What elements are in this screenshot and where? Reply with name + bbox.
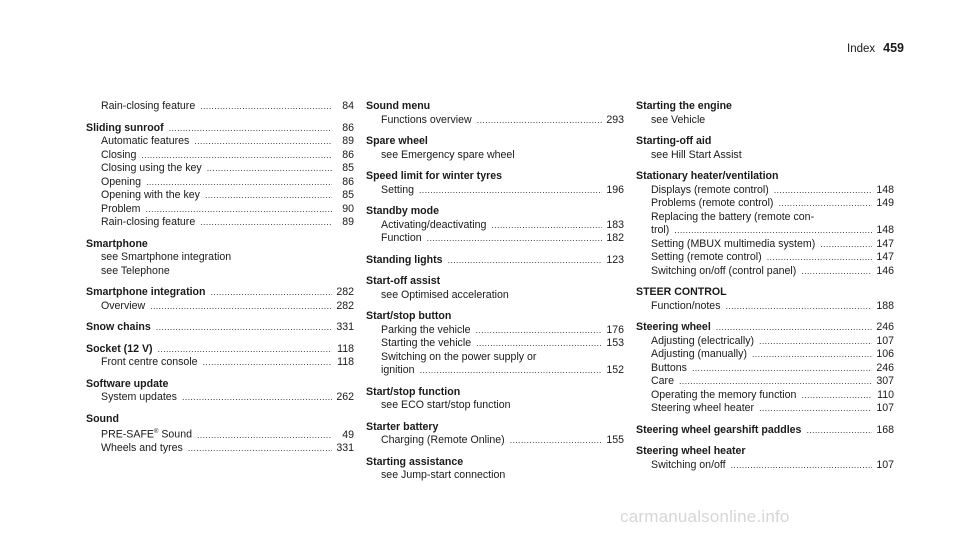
sub-entry-text: Switching on the power supply or (381, 350, 537, 363)
dot-leader (182, 391, 332, 405)
page-ref: 188 (876, 299, 894, 312)
page-ref: 118 (337, 356, 354, 368)
page-ref: 176 (606, 323, 624, 336)
sub-entry-text: see Emergency spare wheel (381, 148, 515, 161)
sub-entry (86, 100, 354, 114)
page-ref: 196 (606, 183, 624, 196)
page-ref: 246 (876, 361, 894, 374)
page-ref: 262 (336, 391, 354, 403)
dot-leader (752, 348, 872, 362)
sub-entry-text: Functions overview (381, 113, 472, 126)
sub-entry-text: Opening with the key (101, 189, 200, 201)
page-ref: 282 (336, 286, 354, 298)
sub-entry-text: Switching on/off (control panel) (651, 264, 797, 277)
dot-leader (197, 429, 332, 443)
sub-entry (636, 389, 894, 403)
entry-heading-text: Snow chains (86, 321, 151, 333)
sub-entry (636, 211, 894, 225)
entry-heading-text: Start/stop button (366, 310, 452, 322)
index-entry (86, 413, 354, 456)
sub-entry-text: Problems (remote control) (651, 197, 774, 209)
index-entry (366, 170, 624, 197)
dot-leader (141, 149, 332, 163)
dot-leader (150, 300, 332, 314)
watermark: carmanualsonline.info (620, 507, 790, 526)
sub-entry (636, 459, 894, 473)
entry-heading (366, 386, 624, 400)
sub-entry (636, 149, 894, 163)
entry-heading-text: Sound (86, 412, 119, 425)
sub-entry-text: Switching on/off (651, 458, 726, 471)
page-ref: 89 (342, 135, 354, 147)
entry-heading-text: Socket (12 V) (86, 342, 153, 355)
dot-leader (491, 219, 602, 233)
dot-leader (726, 300, 873, 314)
index-entry (366, 310, 624, 378)
entry-heading (366, 100, 624, 114)
entry-heading-text: Standby mode (366, 205, 439, 217)
page-ref: 146 (876, 264, 894, 277)
page-ref: 148 (876, 183, 894, 196)
sub-entry (86, 135, 354, 149)
entry-heading-text: STEER CONTROL (636, 286, 727, 298)
dot-leader (145, 203, 332, 217)
index-entry (86, 100, 354, 114)
entry-heading (366, 456, 624, 470)
index-entry (366, 100, 624, 127)
sub-entry-text: Parking the vehicle (381, 323, 471, 336)
sub-entry-text: ignition (381, 364, 415, 376)
entry-heading-text: Spare wheel (366, 135, 428, 147)
page-ref: 110 (877, 388, 894, 401)
sub-entry-text: Overview (101, 299, 146, 312)
entry-heading-text: Smartphone (86, 237, 148, 250)
index-entry (86, 286, 354, 313)
index-entry (366, 275, 624, 302)
entry-heading (86, 321, 354, 335)
page-ref: 147 (876, 237, 894, 250)
dot-leader (448, 254, 602, 268)
page-ref: 49 (342, 428, 354, 441)
entry-heading (366, 135, 624, 149)
page-ref: 246 (876, 321, 894, 333)
sub-entry (366, 114, 624, 128)
dot-leader (158, 343, 332, 357)
index-entry (86, 238, 354, 279)
dot-leader (200, 216, 332, 230)
entry-heading (636, 424, 894, 438)
index-entry (366, 386, 624, 413)
page-header (847, 41, 904, 55)
page-ref: 182 (606, 232, 624, 244)
sub-entry-text: see Hill Start Assist (651, 148, 742, 161)
dot-leader (477, 114, 602, 128)
sub-entry-text: System updates (101, 391, 177, 403)
sub-entry (366, 399, 624, 413)
index-entry (636, 170, 894, 278)
sub-entry (636, 300, 894, 314)
sub-entry-text: see Jump-start connection (381, 469, 506, 481)
index-entry (636, 100, 894, 127)
sub-entry (366, 351, 624, 365)
index-entry (636, 445, 894, 472)
page-ref: 107 (876, 458, 894, 471)
entry-heading (86, 286, 354, 300)
sub-entry (366, 364, 624, 378)
sub-entry-text: Function/notes (651, 299, 721, 312)
sub-entry-text: Setting (remote control) (651, 251, 762, 263)
dot-leader (774, 184, 872, 198)
dot-leader (205, 189, 332, 203)
entry-heading-text: Smartphone integration (86, 286, 206, 298)
sub-entry-text: PRE-SAFE® Sound (101, 428, 192, 441)
entry-heading (86, 238, 354, 252)
sub-entry-text: Care (651, 375, 674, 387)
index-entry (366, 456, 624, 483)
page-ref: 148 (876, 224, 894, 236)
index-entry (366, 135, 624, 162)
entry-heading (86, 378, 354, 392)
dot-leader (801, 265, 872, 279)
entry-heading-text: Start-off assist (366, 275, 441, 287)
page-ref: 149 (876, 197, 894, 209)
sub-entry-text: Opening (101, 175, 142, 188)
index-entry (366, 205, 624, 246)
sub-entry-text: Buttons (651, 361, 687, 374)
page-ref: 331 (336, 321, 354, 333)
sub-entry-text: Setting (MBUX multimedia system) (651, 237, 816, 250)
sub-entry (86, 426, 354, 442)
page-ref: 307 (876, 375, 894, 387)
sub-entry (636, 265, 894, 279)
page-ref: 90 (342, 202, 354, 215)
index-column-3 (636, 100, 894, 472)
page-ref: 85 (342, 162, 354, 174)
sub-entry (366, 232, 624, 246)
dot-leader (420, 364, 602, 378)
dot-leader (207, 162, 332, 176)
dot-leader (169, 122, 332, 136)
dot-leader (778, 197, 872, 211)
dot-leader (806, 424, 872, 438)
index-entry (86, 343, 354, 370)
sub-entry (86, 442, 354, 456)
entry-heading (636, 321, 894, 335)
sub-entry (366, 219, 624, 233)
sub-entry (366, 149, 624, 163)
page-ref: 331 (336, 442, 354, 455)
dot-leader (156, 321, 332, 335)
dot-leader (510, 434, 602, 448)
page-ref: 147 (876, 251, 894, 263)
page-ref: 152 (606, 364, 624, 376)
dot-leader (820, 238, 872, 252)
sub-entry-text: Problem (101, 202, 141, 215)
entry-heading-text: Starter battery (366, 420, 439, 433)
sub-entry-text: Adjusting (manually) (651, 348, 747, 360)
sub-entry (86, 300, 354, 314)
sub-entry (636, 348, 894, 362)
sub-entry (86, 203, 354, 217)
sub-entry-text: Setting (381, 183, 414, 196)
index-entry (86, 321, 354, 335)
entry-heading (366, 421, 624, 435)
entry-heading (636, 135, 894, 149)
sub-entry-text: see Optimised acceleration (381, 288, 509, 301)
index-column-2 (366, 100, 624, 483)
sub-entry-text: Charging (Remote Online) (381, 434, 505, 446)
entry-heading (636, 100, 894, 114)
entry-heading (366, 254, 624, 268)
dot-leader (476, 324, 602, 338)
page-ref: 86 (342, 121, 354, 134)
sub-entry-text: Front centre console (101, 356, 198, 368)
sub-entry-text: Rain-closing feature (101, 216, 196, 228)
entry-heading (636, 445, 894, 459)
entry-heading-text: Software update (86, 377, 169, 390)
entry-heading-text: Steering wheel gearshift paddles (636, 423, 802, 436)
sub-entry (366, 184, 624, 198)
sub-entry (86, 391, 354, 405)
page-ref: 85 (342, 189, 354, 201)
index-entry (636, 424, 894, 438)
sub-entry-text: Starting the vehicle (381, 337, 472, 349)
dot-leader (200, 100, 332, 114)
dot-leader (767, 251, 872, 265)
sub-entry (366, 289, 624, 303)
page-number: 459 (883, 41, 904, 55)
sub-entry-text: Closing (101, 148, 137, 161)
entry-heading (636, 170, 894, 184)
dot-leader (146, 176, 332, 190)
index-entry (636, 321, 894, 416)
sub-entry (86, 189, 354, 203)
page-ref: 168 (876, 423, 894, 436)
page-ref: 106 (876, 348, 894, 360)
sub-entry-text: Displays (remote control) (651, 183, 769, 196)
index-entry (366, 421, 624, 448)
entry-heading-text: Steering wheel heater (636, 445, 746, 457)
page-ref: 183 (606, 218, 624, 231)
sub-entry (86, 265, 354, 279)
sub-entry-text: Wheels and tyres (101, 442, 183, 455)
sub-entry (636, 114, 894, 128)
sub-entry (636, 224, 894, 238)
dot-leader (188, 442, 332, 456)
sub-entry (86, 356, 354, 370)
sub-entry-text: trol) (651, 224, 670, 236)
entry-heading (86, 413, 354, 427)
entry-heading-text: Steering wheel (636, 321, 711, 333)
sub-entry (86, 162, 354, 176)
entry-heading-text: Starting-off aid (636, 135, 712, 147)
sub-entry (86, 176, 354, 190)
index-entry (86, 378, 354, 405)
index-column-1 (86, 100, 354, 456)
sub-entry (86, 216, 354, 230)
entry-heading-text: Sound menu (366, 100, 431, 112)
page-ref: 86 (342, 148, 354, 161)
sub-entry (636, 197, 894, 211)
page-ref: 118 (337, 342, 354, 355)
sub-entry-text: Closing using the key (101, 162, 202, 174)
sub-entry-text: Rain-closing feature (101, 100, 196, 112)
dot-leader (419, 184, 602, 198)
sub-entry (366, 469, 624, 483)
page-ref: 86 (342, 175, 354, 188)
entry-heading-text: Speed limit for winter tyres (366, 170, 502, 182)
entry-heading-text: Starting assistance (366, 455, 464, 468)
entry-heading-text: Standing lights (366, 253, 443, 266)
page-ref: 293 (606, 113, 624, 126)
sub-entry (366, 337, 624, 351)
entry-heading-text: Sliding sunroof (86, 121, 164, 134)
index-entry (366, 254, 624, 268)
dot-leader (476, 337, 602, 351)
page-ref: 107 (876, 402, 894, 414)
sub-entry (636, 238, 894, 252)
sub-entry-text: Function (381, 232, 422, 244)
page-ref: 155 (606, 434, 624, 446)
page-ref: 89 (342, 216, 354, 228)
sub-entry-text: Activating/deactivating (381, 218, 487, 231)
entry-heading (366, 205, 624, 219)
sub-entry (636, 184, 894, 198)
sub-entry-text: Adjusting (electrically) (651, 334, 755, 347)
dot-leader (210, 286, 332, 300)
dot-leader (759, 335, 872, 349)
dot-leader (427, 232, 602, 246)
dot-leader (731, 459, 872, 473)
sub-entry (636, 362, 894, 376)
entry-heading (636, 286, 894, 300)
sub-entry (366, 324, 624, 338)
section-label: Index (847, 43, 876, 55)
page-ref: 153 (606, 337, 624, 349)
sub-entry (636, 402, 894, 416)
sub-entry-text: see ECO start/stop function (381, 399, 511, 411)
dot-leader (801, 389, 872, 403)
index-entry (86, 122, 354, 230)
index-entry (636, 135, 894, 162)
dot-leader (692, 362, 872, 376)
dot-leader (679, 375, 872, 389)
page-ref: 84 (342, 100, 354, 112)
sub-entry-text: see Smartphone integration (101, 251, 232, 263)
index-entry (636, 286, 894, 313)
entry-heading (86, 122, 354, 136)
entry-heading-text: Starting the engine (636, 100, 732, 112)
entry-heading (366, 170, 624, 184)
sub-entry-text: Replacing the battery (remote con- (651, 210, 815, 223)
page-ref: 107 (876, 334, 894, 347)
page-ref: 123 (606, 253, 624, 266)
sub-entry-text: see Telephone (101, 264, 170, 277)
dot-leader (759, 402, 872, 416)
sub-entry (86, 149, 354, 163)
dot-leader (194, 135, 332, 149)
sub-entry (86, 251, 354, 265)
sub-entry (366, 434, 624, 448)
entry-heading (86, 343, 354, 357)
entry-heading (366, 275, 624, 289)
dot-leader (674, 224, 872, 238)
sub-entry-text: Steering wheel heater (651, 402, 755, 414)
entry-heading-text: Stationary heater/ventilation (636, 170, 779, 182)
entry-heading-text: Start/stop function (366, 385, 461, 398)
entry-heading (366, 310, 624, 324)
dot-leader (716, 321, 872, 335)
page-ref: 282 (336, 299, 354, 312)
sub-entry-text: Automatic features (101, 135, 190, 147)
dot-leader (203, 356, 332, 370)
sub-entry (636, 375, 894, 389)
sub-entry-text: see Vehicle (651, 113, 706, 126)
sub-entry-text: Operating the memory function (651, 388, 797, 401)
sub-entry (636, 335, 894, 349)
sub-entry (636, 251, 894, 265)
